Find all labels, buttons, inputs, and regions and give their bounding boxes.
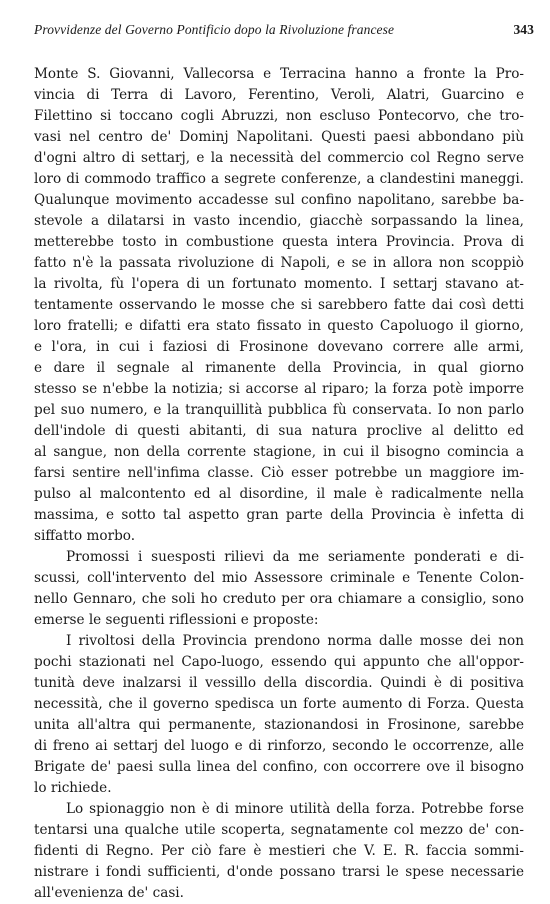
text-line: loro fratelli; e difatti era stato fissato in questo Capoluogo il giorno, (34, 318, 524, 334)
text-line: emerse le seguenti riflessioni e proposte: (34, 612, 319, 628)
text-line: fidenti di Regno. Per ciò fare è mestieri che V. E. R. faccia sommi- (34, 843, 524, 859)
text-line: nello Gennaro, che soli ho creduto per ora chiamare a consiglio, sono (34, 591, 524, 607)
page-number: 343 (513, 22, 534, 37)
body-text (34, 64, 524, 904)
text-line: Monte S. Giovanni, Vallecorsa e Terracina hanno a fronte la Pro- (34, 66, 524, 82)
text-line: Filettino si toccano cogli Abruzzi, non escluso Pontecorvo, che tro- (34, 108, 524, 124)
text-line: Qualunque movimento accadesse sul confino napolitano, sarebbe ba- (34, 192, 524, 208)
text-line: I rivoltosi della Provincia prendono norma dalle mosse dei non (66, 633, 524, 649)
text-line: lo richiede. (34, 780, 112, 796)
text-line: nistrare i fondi sufficienti, d'onde possano trarsi le spese necessarie (34, 864, 524, 880)
text-line: Lo spionaggio non è di minore utilità della forza. Potrebbe forse (66, 801, 524, 817)
text-line: fatto n'è la passata rivoluzione di Napoli, e se in allora non scoppiò (34, 255, 524, 271)
text-line: farsi sentire nell'infima classe. Ciò esser potrebbe un maggiore im- (34, 465, 524, 481)
text-line: d'ogni altro di settarj, e la necessità del commercio col Regno serve (34, 150, 524, 166)
text-line: pel suo numero, e la tranquillità pubblica fù conservata. Io non parlo (34, 402, 524, 418)
text-line: pochi stazionati nel Capo-luogo, essendo qui appunto che all'oppor- (34, 654, 524, 670)
text-line: la rivolta, fù l'opera di un fortunato momento. I settarj stavano at- (34, 276, 524, 292)
text-line: vincia di Terra di Lavoro, Ferentino, Veroli, Alatri, Guarcino e (34, 87, 524, 103)
text-line: scussi, coll'intervento del mio Assessore criminale e Tenente Colon- (34, 570, 524, 586)
running-head (34, 22, 534, 42)
text-line: al sangue, non della corrente stagione, in cui il bisogno comincia a (34, 444, 524, 460)
text-line: tentarsi una qualche utile scoperta, segnatamente col mezzo de' con- (34, 822, 524, 838)
text-line: Promossi i suesposti rilievi da me seriamente ponderati e di- (66, 549, 524, 565)
text-line: dell'indole di questi abitanti, di sua natura proclive al delitto ed (34, 423, 524, 439)
text-line: e dare il segnale al rimanente della Provincia, in qual giorno (34, 360, 524, 376)
text-line: di freno ai settarj del luogo e di rinforzo, secondo le occorrenze, alle (34, 738, 524, 754)
text-line: tentamente osservando le mosse che si sarebbero fatte dai così detti (34, 297, 524, 313)
text-line: necessità, che il governo spedisca un forte aumento di Forza. Questa (34, 696, 524, 712)
text-line: siffatto morbo. (34, 528, 136, 544)
text-line: all'evenienza de' casi. (34, 885, 184, 901)
text-line: unita all'altra qui permanente, stazionandosi in Frosinone, sarebbe (34, 717, 524, 733)
text-line: stevole a dilatarsi in vasto incendio, giacchè sorpassando la linea, (34, 213, 524, 229)
text-line: tunità deve inalzarsi il vessillo della discordia. Quindi è di positiva (34, 675, 524, 691)
text-line: loro di commodo traffico a segrete conferenze, a clandestini maneggi. (34, 171, 524, 187)
text-line: pulso al malcontento ed al disordine, il male è radicalmente nella (34, 486, 524, 502)
text-line: metterebbe tosto in combustione questa intera Provincia. Prova di (34, 234, 524, 250)
text-line: vasi nel centro de' Dominj Napolitani. Questi paesi abbondano più (34, 129, 524, 145)
text-line: massima, e sotto tal aspetto gran parte della Provincia è infetta di (34, 507, 524, 523)
running-head-title: Provvidenze del Governo Pontificio dopo la Rivoluzione francese (34, 22, 395, 37)
text-line: stesso se n'ebbe la notizia; si accorse al riparo; la forza potè imporre (34, 381, 524, 397)
text-line: e l'ora, in cui i faziosi di Frosinone dovevano correre alle armi, (34, 339, 524, 355)
text-line: Brigate de' paesi sulla linea del confino, con occorrere ove il bisogno (34, 759, 524, 775)
